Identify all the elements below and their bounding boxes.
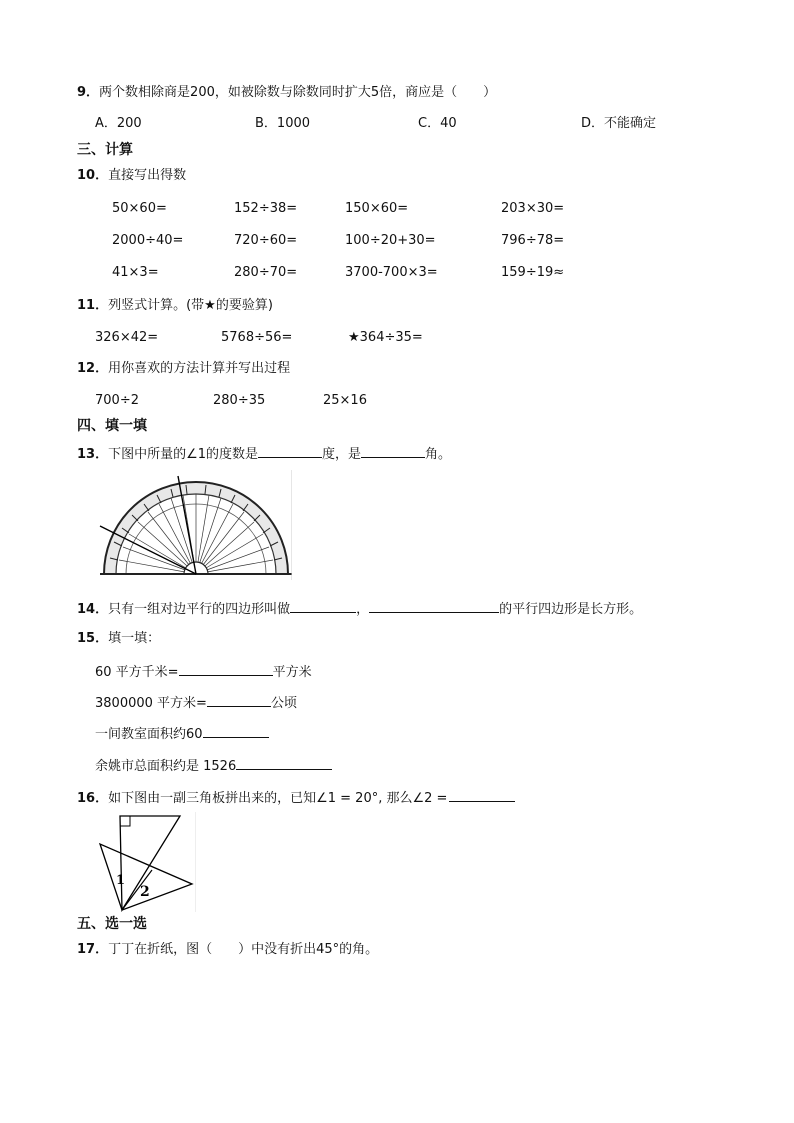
question-15 bbox=[77, 630, 160, 648]
section-heading: 四、填一填 bbox=[77, 418, 147, 434]
calc-item: 280÷70= bbox=[234, 265, 298, 280]
calc-item: 5768÷56= bbox=[221, 330, 293, 345]
question-text: 角。 bbox=[425, 447, 452, 462]
calc-item: 326×42= bbox=[95, 330, 159, 345]
calc-item: 100÷20+30= bbox=[345, 233, 436, 248]
fill-text: 一间教室面积约60 bbox=[95, 727, 203, 742]
question-text: 用你喜欢的方法计算并写出过程 bbox=[108, 361, 291, 376]
answer-blank[interactable] bbox=[179, 661, 273, 676]
answer-blank[interactable] bbox=[369, 598, 499, 613]
question-14 bbox=[77, 598, 642, 619]
option-d: D．不能确定 bbox=[581, 116, 657, 131]
answer-blank[interactable] bbox=[258, 443, 322, 458]
fill-line bbox=[95, 661, 312, 682]
question-text: 直接写出得数 bbox=[108, 168, 187, 183]
question-12 bbox=[77, 360, 290, 378]
question-number: 17． bbox=[77, 942, 109, 957]
question-number: 14． bbox=[77, 602, 109, 617]
question-text: 列竖式计算。(带★的要验算) bbox=[108, 298, 273, 313]
fill-text: 3800000 平方米= bbox=[95, 696, 207, 711]
question-text: 两个数相除商是200，如被除数与除数同时扩大5倍，商应是（ ） bbox=[99, 85, 497, 100]
question-9 bbox=[77, 84, 496, 102]
calc-item: 700÷2 bbox=[95, 393, 139, 408]
question-number: 13． bbox=[77, 447, 109, 462]
question-11 bbox=[77, 297, 273, 315]
question-text: 丁丁在折纸，图（ ）中没有折出45°的角。 bbox=[108, 942, 379, 957]
question-number: 16． bbox=[77, 791, 109, 806]
question-17 bbox=[77, 941, 378, 959]
question-13 bbox=[77, 443, 451, 464]
answer-blank[interactable] bbox=[236, 755, 332, 770]
angle-1-label: 1 bbox=[116, 873, 126, 888]
calc-item: 152÷38= bbox=[234, 201, 298, 216]
calc-item: 50×60= bbox=[112, 201, 167, 216]
fill-line bbox=[95, 692, 297, 713]
question-number: 10． bbox=[77, 168, 109, 183]
fill-unit: 平方米 bbox=[272, 665, 312, 680]
fill-line bbox=[95, 755, 332, 776]
answer-blank[interactable] bbox=[207, 692, 271, 707]
fill-unit: 公顷 bbox=[270, 696, 297, 711]
angle-2-label: 2 bbox=[140, 884, 150, 900]
section-heading: 五、选一选 bbox=[77, 916, 147, 932]
question-text: 的平行四边形是长方形。 bbox=[499, 602, 643, 617]
answer-blank[interactable] bbox=[290, 598, 356, 613]
question-number: 11． bbox=[77, 298, 109, 313]
option-c: C．40 bbox=[418, 116, 457, 131]
fill-text: 60 平方千米= bbox=[95, 665, 179, 680]
fill-text: 余姚市总面积约是 1526 bbox=[95, 759, 237, 774]
calc-item: 3700-700×3= bbox=[345, 265, 438, 280]
calc-item: 41×3= bbox=[112, 265, 159, 280]
calc-item: 159÷19≈ bbox=[501, 265, 565, 280]
question-text: 如下图由一副三角板拼出来的，已知∠1 = 20°, 那么∠2 = bbox=[108, 791, 448, 806]
question-text: ， bbox=[356, 602, 370, 617]
calc-item: ★364÷35= bbox=[348, 330, 423, 345]
calc-item: 25×16 bbox=[323, 393, 367, 408]
fill-line bbox=[95, 723, 269, 744]
calc-item: 2000÷40= bbox=[112, 233, 184, 248]
section-heading: 三、计算 bbox=[77, 142, 133, 158]
option-a: A．200 bbox=[95, 116, 142, 131]
question-10 bbox=[77, 167, 186, 185]
answer-blank[interactable] bbox=[449, 787, 515, 802]
calc-item: 796÷78= bbox=[501, 233, 565, 248]
calc-item: 720÷60= bbox=[234, 233, 298, 248]
question-text: 度，是 bbox=[322, 447, 362, 462]
triangles-figure bbox=[96, 812, 196, 912]
protractor-figure bbox=[96, 470, 292, 580]
question-text: 下图中所量的∠1的度数是 bbox=[108, 447, 259, 462]
calc-item: 150×60= bbox=[345, 201, 409, 216]
question-text: 只有一组对边平行的四边形叫做 bbox=[108, 602, 291, 617]
question-number: 12． bbox=[77, 361, 109, 376]
question-number: 15． bbox=[77, 631, 109, 646]
option-b: B．1000 bbox=[255, 116, 311, 131]
calc-item: 280÷35 bbox=[213, 393, 266, 408]
question-16 bbox=[77, 787, 515, 808]
answer-blank[interactable] bbox=[361, 443, 425, 458]
question-number: 9． bbox=[77, 85, 100, 100]
answer-blank[interactable] bbox=[203, 723, 269, 738]
question-text: 填一填： bbox=[108, 631, 161, 646]
calc-item: 203×30= bbox=[501, 201, 565, 216]
